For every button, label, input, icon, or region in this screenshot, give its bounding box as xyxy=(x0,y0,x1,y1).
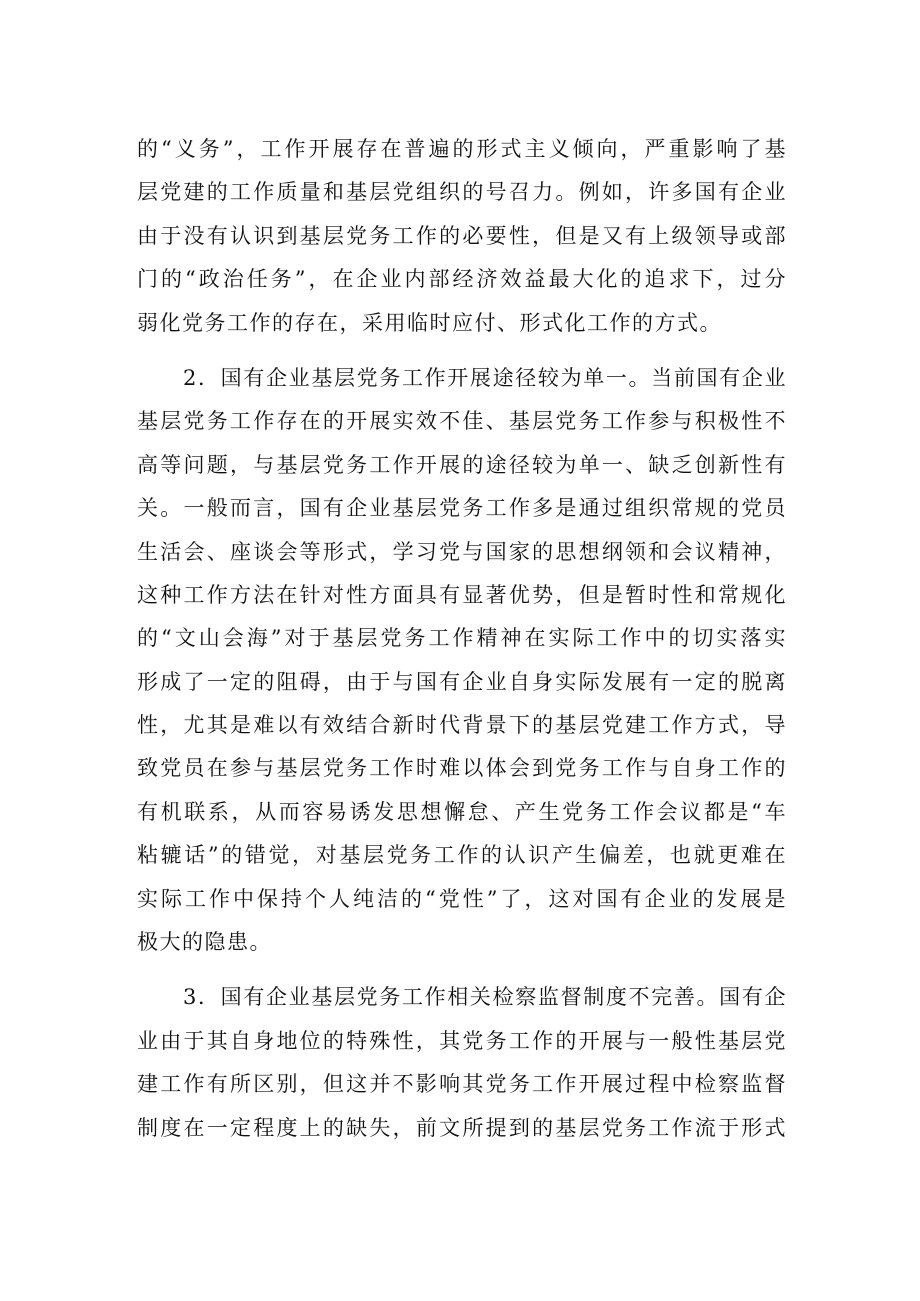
text-line: 弱化党务工作的存在，采用临时应付、形式化工作的方式。 xyxy=(137,310,722,335)
text-line: 实际工作中保持个人纯洁的“党性”了，这对国有企业的发展是 xyxy=(137,886,787,911)
text-line: 的“文山会海”对于基层党务工作精神在实际工作中的切实落实 xyxy=(137,626,787,651)
text-line: 高等问题，与基层党务工作开展的途径较为单一、缺乏创新性有 xyxy=(137,452,787,477)
document-body xyxy=(137,128,787,1162)
text-line: 建工作有所区别，但这并不影响其党务工作开展过程中检察监督 xyxy=(137,1072,787,1097)
text-line: 业由于其自身地位的特殊性，其党务工作的开展与一般性基层党 xyxy=(137,1028,787,1053)
text-line: 制度在一定程度上的缺失，前文所提到的基层党务工作流于形式 xyxy=(137,1115,787,1140)
text-line: 性，尤其是难以有效结合新时代背景下的基层党建工作方式，导 xyxy=(137,713,787,738)
text-line: 粘辘话”的错觉，对基层党务工作的认识产生偏差，也就更难在 xyxy=(137,843,787,868)
text-line: 由于没有认识到基层党务工作的必要性，但是又有上级领导或部 xyxy=(137,223,787,248)
paragraph-3 xyxy=(137,976,787,1150)
text-line: 基层党务工作存在的开展实效不佳、基层党务工作参与积极性不 xyxy=(137,409,787,434)
text-line: 层党建的工作质量和基层党组织的号召力。例如，许多国有企业 xyxy=(137,180,787,205)
paragraph-1 xyxy=(137,128,787,345)
text-line: 有机联系，从而容易诱发思想懈怠、产生党务工作会议都是“车 xyxy=(137,799,787,824)
paragraph-2 xyxy=(137,357,787,964)
text-line: 这种工作方法在针对性方面具有显著优势，但是暂时性和常规化 xyxy=(137,582,787,607)
section-heading-line: 2．国有企业基层党务工作开展途径较为单一。当前国有企业 xyxy=(183,365,787,390)
text-line: 关。一般而言，国有企业基层党务工作多是通过组织常规的党员 xyxy=(137,496,787,521)
text-line: 形成了一定的阻碍，由于与国有企业自身实际发展有一定的脱离 xyxy=(137,669,787,694)
text-line: 的“义务”，工作开展存在普遍的形式主义倾向，严重影响了基 xyxy=(137,137,787,161)
text-line: 致党员在参与基层党务工作时难以体会到党务工作与自身工作的 xyxy=(137,756,787,781)
text-line: 极大的隐患。 xyxy=(137,930,272,955)
text-line: 生活会、座谈会等形式，学习党与国家的思想纲领和会议精神， xyxy=(137,539,787,564)
section-heading-line: 3．国有企业基层党务工作相关检察监督制度不完善。国有企 xyxy=(183,985,787,1010)
text-line: 门的“政治任务”，在企业内部经济效益最大化的追求下，过分 xyxy=(137,267,787,292)
